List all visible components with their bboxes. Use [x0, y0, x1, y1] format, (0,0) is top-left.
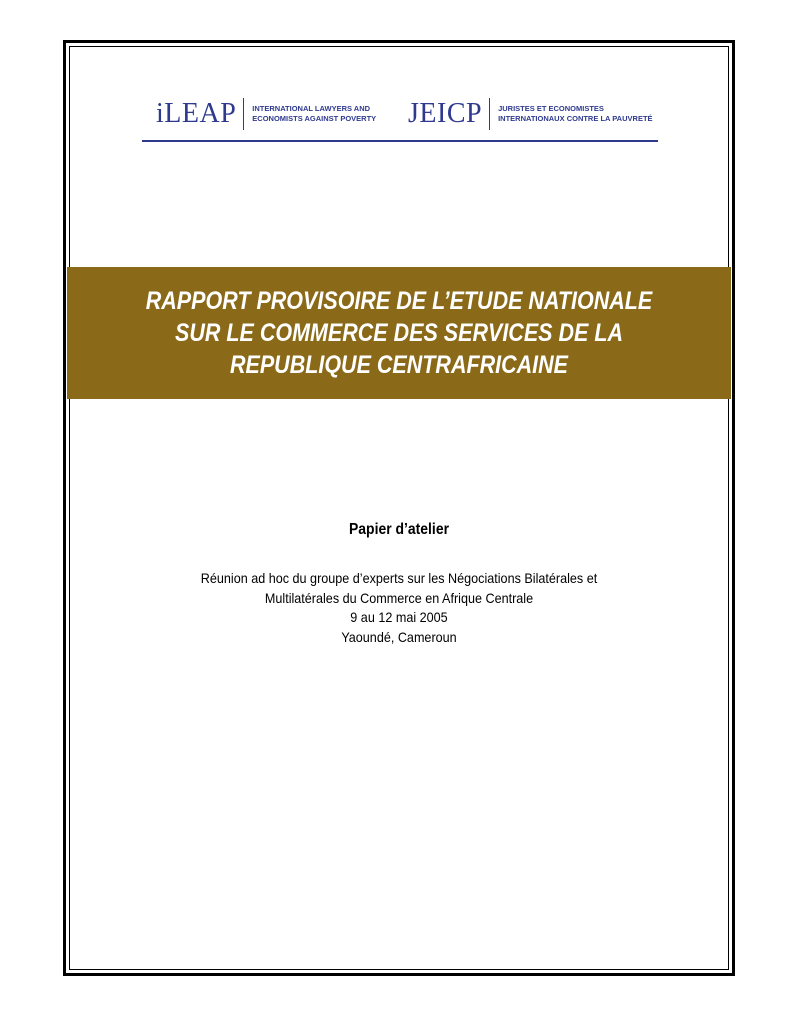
meeting-line: Réunion ad hoc du groupe d’experts sur les Négociations Bilatérales et: [200, 570, 598, 586]
logo-divider: [243, 98, 244, 130]
jeicp-caption-line: JURISTES ET ECONOMISTES: [498, 104, 604, 113]
ileap-caption-line: ECONOMISTS AGAINST POVERTY: [252, 114, 377, 123]
report-title: [132, 285, 665, 381]
jeicp-logo-mark: JEICP: [408, 98, 483, 129]
jeicp-logo-caption: [498, 104, 652, 124]
page-border: [63, 40, 735, 976]
jeicp-logo: [408, 92, 653, 136]
ileap-logo-caption: [252, 104, 376, 124]
report-title-line: RAPPORT PROVISOIRE DE L’ETUDE NATIONALE: [145, 287, 653, 315]
report-title-line: REPUBLIQUE CENTRAFRICAINE: [229, 351, 569, 379]
page-border-inner: [69, 46, 729, 970]
meeting-date: 9 au 12 mai 2005: [350, 609, 448, 625]
ileap-logo: [156, 92, 376, 136]
ileap-logo-mark: iLEAP: [156, 98, 237, 129]
document-subtitle: Papier d’atelier: [348, 521, 450, 538]
meeting-details: [67, 569, 731, 647]
ileap-caption-line: INTERNATIONAL LAWYERS AND: [252, 104, 371, 113]
meeting-location: Yaoundé, Cameroun: [341, 628, 457, 645]
title-band: [67, 267, 731, 399]
logo-divider: [489, 98, 490, 130]
jeicp-caption-line: INTERNATIONAUX CONTRE LA PAUVRETÉ: [498, 114, 653, 123]
logo-header: [142, 88, 658, 142]
meeting-line: Multilatérales du Commerce en Afrique Centrale: [264, 589, 534, 606]
report-title-line: SUR LE COMMERCE DES SERVICES DE LA: [175, 319, 623, 347]
